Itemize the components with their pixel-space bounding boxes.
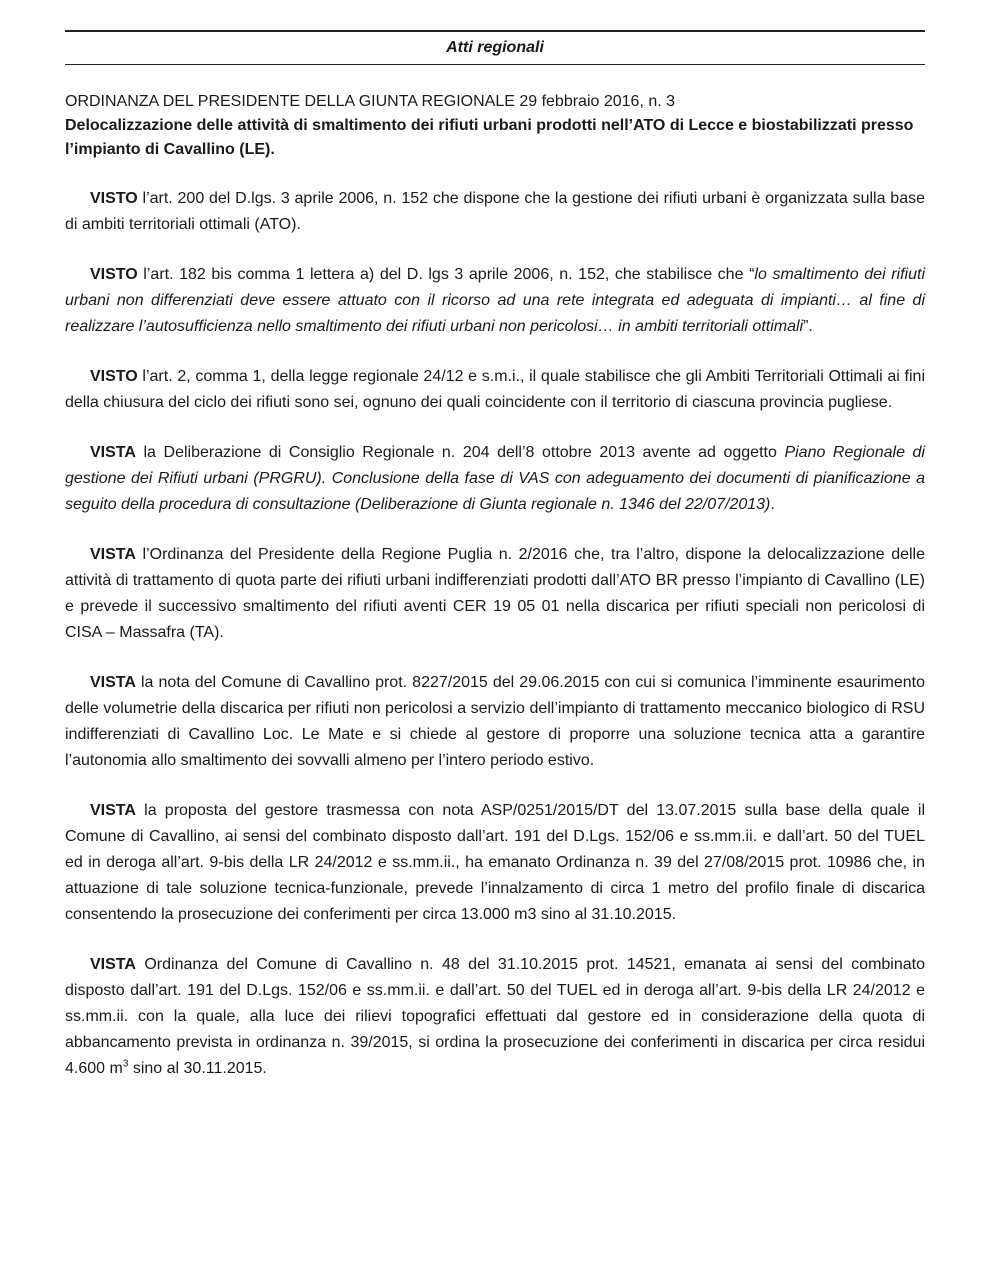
paragraph-italic-title: Piano Regionale di gestione dei Rifiuti urbani (PRGRU). Conclusione della fase di VAS con adeguamento dei documenti di pianificazione a seguito della procedura di consultazione (Deliberazione di Giunta regionale n. 1346 del 22/07/2013) xyxy=(65,444,925,513)
paragraph-text: la Deliberazione di Consiglio Regionale n. 204 dell’8 ottobre 2013 avente ad oggetto xyxy=(135,444,785,461)
paragraph-2 xyxy=(65,262,925,340)
paragraph-lead: VISTO xyxy=(90,266,138,283)
superscript-unit: 3 xyxy=(122,1058,129,1070)
paragraph-text: l’art. 200 del D.lgs. 3 aprile 2006, n. 152 che dispone che la gestione dei rifiuti urbani è organizzata sulla base di ambiti territoriali ottimali (ATO). xyxy=(65,190,925,233)
paragraph-text: l’art. 2, comma 1, della legge regionale 24/12 e s.m.i., il quale stabilisce che gli Ambiti Territoriali Ottimali ai fini della chiusura del ciclo dei rifiuti sono sei, ognuno dei quali coincidente con il territorio di ciascuna provincia pugliese. xyxy=(65,368,925,411)
paragraph-lead: VISTA xyxy=(90,546,136,563)
paragraph-text: l’art. 182 bis comma 1 lettera a) del D. lgs 3 aprile 2006, n. 152, che stabilisce che “ xyxy=(137,266,755,283)
paragraph-text-end: sino al 30.11.2015. xyxy=(128,1060,267,1077)
document-page xyxy=(65,30,925,1098)
paragraph-4 xyxy=(65,440,925,518)
paragraph-text-end: . xyxy=(770,496,775,513)
paragraph-text: la proposta del gestore trasmessa con nota ASP/0251/2015/DT del 13.07.2015 sulla base della quale il Comune di Cavallino, ai sensi del combinato disposto dall’art. 191 del D.Lgs. 152/06 e ss.mm.ii. e dall’art. 50 del TUEL ed in deroga all’art. 9-bis della LR 24/2012 e ss.mm.ii., ha emanato Ordinanza n. 39 del 27/08/2015 prot. 10986 che, in attuazione di tale soluzione tecnica-funzionale, prevede l’innalzamento di circa 1 metro del profilo finale di discarica consentendo la prosecuzione dei conferimenti per circa 13.000 m3 sino al 31.10.2015. xyxy=(65,802,925,923)
section-title: Atti regionali xyxy=(446,39,544,56)
paragraph-1 xyxy=(65,186,925,238)
paragraph-lead: VISTO xyxy=(90,368,138,385)
paragraph-text: la nota del Comune di Cavallino prot. 8227/2015 del 29.06.2015 con cui si comunica l’imminente esaurimento delle volumetrie della discarica per rifiuti non pericolosi a servizio dell’impianto di trattamento meccanico biologico di RSU indifferenziati di Cavallino Loc. Le Mate e si chiede al gestore di proporre una soluzione tecnica atta a garantire l’autonomia allo smaltimento dei sovvalli almeno per l’intero periodo estivo. xyxy=(65,674,925,769)
ordinance-subject: Delocalizzazione delle attività di smaltimento dei rifiuti urbani prodotti nell’ATO di Lecce e biostabilizzati presso l’impianto di Cavallino (LE). xyxy=(65,117,914,158)
paragraph-7 xyxy=(65,798,925,928)
paragraph-lead: VISTO xyxy=(90,190,138,207)
paragraph-3 xyxy=(65,364,925,416)
paragraph-8 xyxy=(65,952,925,1082)
paragraph-text: Ordinanza del Comune di Cavallino n. 48 del 31.10.2015 prot. 14521, emanata ai sensi del combinato disposto dall’art. 191 del D.Lgs. 152/06 e ss.mm.ii. e dall’art. 50 del TUEL ed in deroga all’art. 9-bis della LR 24/2012 e ss.mm.ii. con la quale, alla luce dei rilievi topografici effettuati dal gestore ed in considerazione della quota di abbancamento prevista in ordinanza n. 39/2015, si ordina la prosecuzione dei conferimenti in discarica per circa residui 4.600 m xyxy=(65,956,925,1077)
paragraph-text-end: ”. xyxy=(803,318,813,335)
paragraph-lead: VISTA xyxy=(90,674,136,691)
paragraph-text: l’Ordinanza del Presidente della Regione Puglia n. 2/2016 che, tra l’altro, dispone la delocalizzazione delle attività di trattamento di quota parte dei rifiuti urbani indifferenziati prodotti dall’ATO BR presso l’impianto di Cavallino (LE) e prevede il successivo smaltimento del rifiuti aventi CER 19 05 01 nella discarica per rifiuti speciali non pericolosi di CISA – Massafra (TA). xyxy=(65,546,925,641)
paragraph-lead: VISTA xyxy=(90,444,136,461)
paragraph-quote: lo smaltimento dei rifiuti urbani non differenziati deve essere attuato con il ricorso ad una rete integrata ed adeguata di impianti… al fine di realizzare l’autosufficienza nello smaltimento dei rifiuti urbani non pericolosi… in ambiti territoriali ottimali xyxy=(65,266,926,335)
section-header xyxy=(65,30,925,65)
paragraph-6 xyxy=(65,670,925,774)
ordinance-title: ORDINANZA DEL PRESIDENTE DELLA GIUNTA REGIONALE 29 febbraio 2016, n. 3 xyxy=(65,93,676,110)
paragraph-lead: VISTA xyxy=(90,956,136,973)
paragraph-5 xyxy=(65,542,925,646)
paragraph-lead: VISTA xyxy=(90,802,136,819)
